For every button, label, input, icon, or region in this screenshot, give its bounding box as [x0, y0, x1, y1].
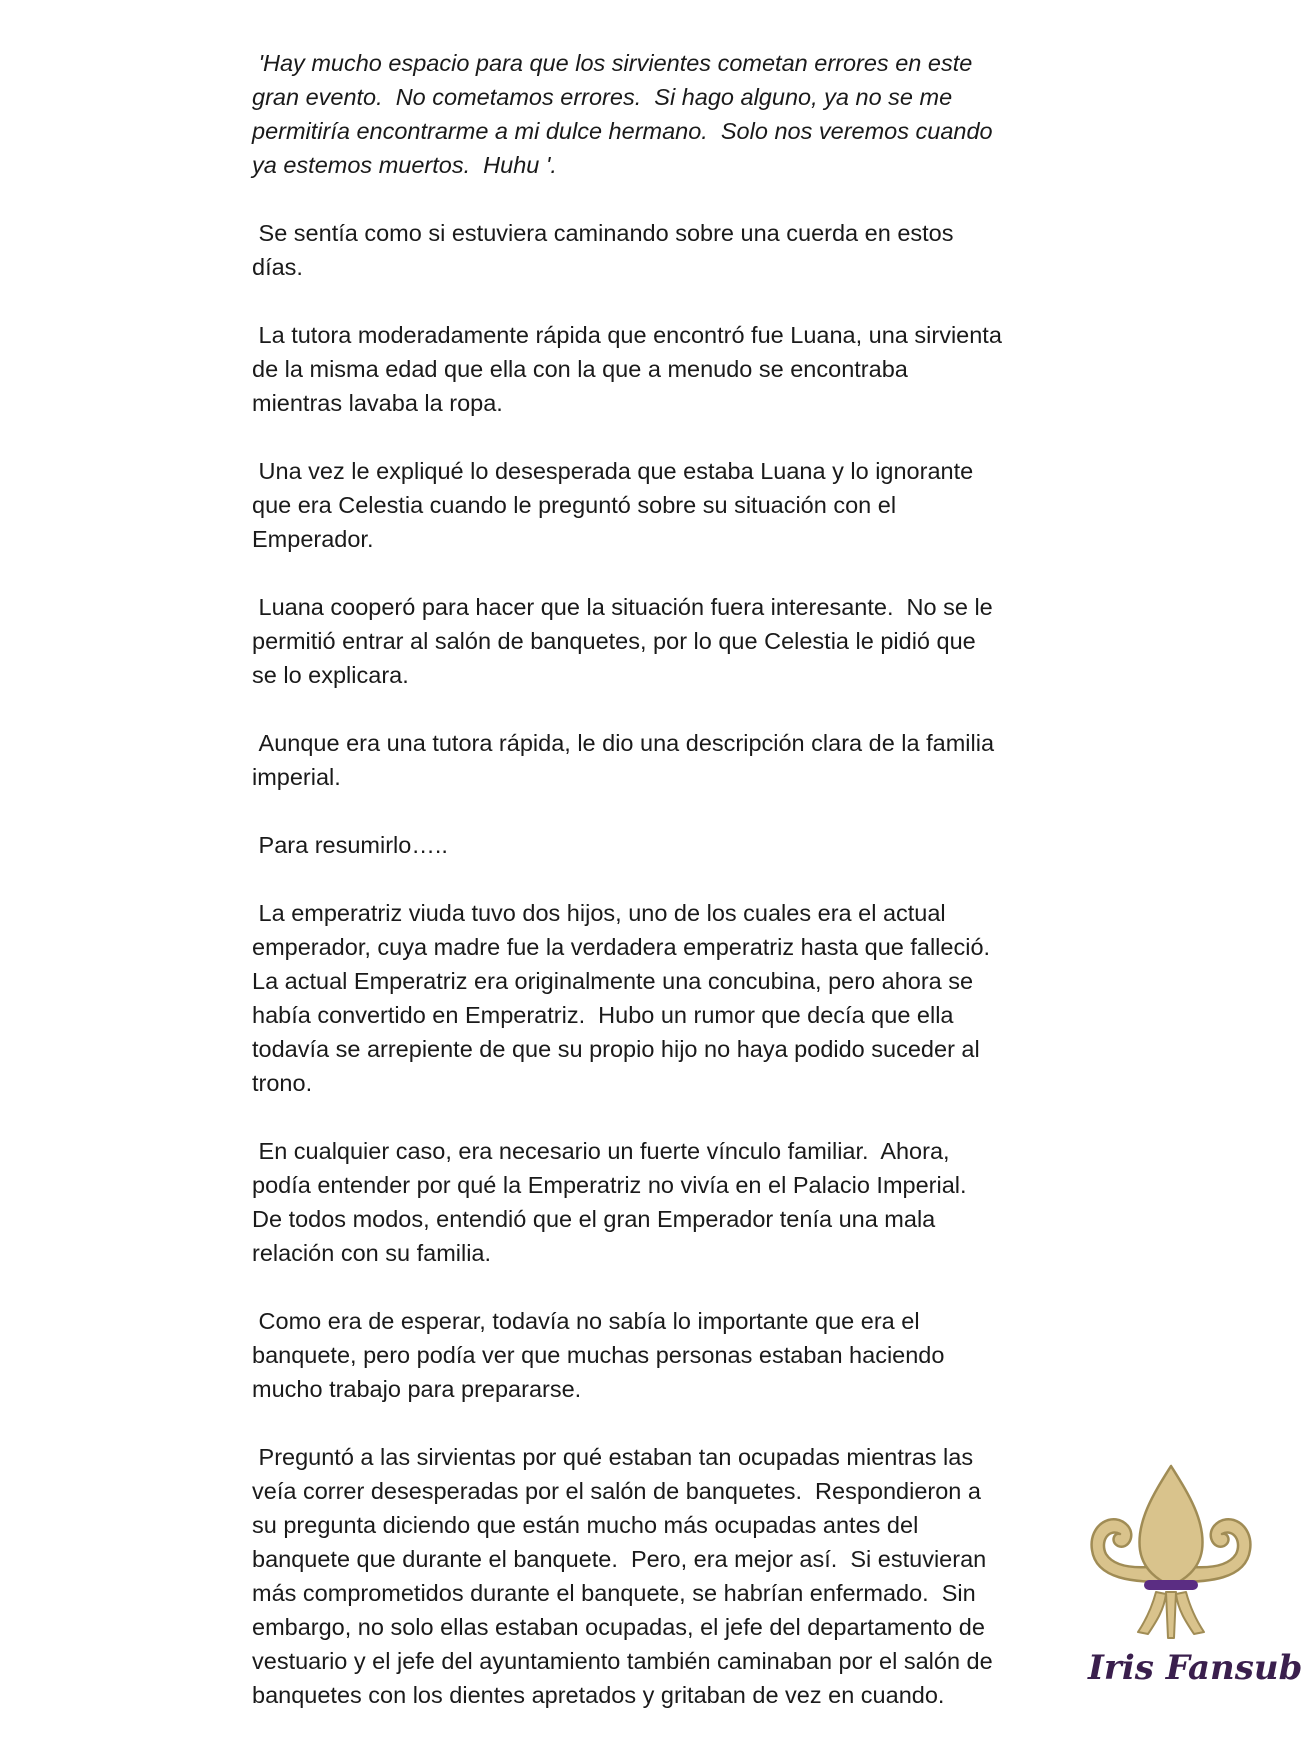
document-body — [252, 46, 1052, 1746]
watermark-text: Iris Fansub — [1088, 1648, 1302, 1688]
fleur-de-lis-icon — [1086, 1462, 1256, 1647]
paragraph-2: Se sentía como si estuviera caminando sobre una cuerda en estos días. — [252, 220, 954, 280]
paragraph-1: 'Hay mucho espacio para que los sirvientes cometan errores en este gran evento. No cometamos errores. Si hago alguno, ya no se me permitiría encontrarme a mi dulce hermano. Solo nos veremos cuando ya estemos muertos. Huhu '. — [252, 50, 993, 178]
paragraph-9: En cualquier caso, era necesario un fuerte vínculo familiar. Ahora, podía entender por qué la Emperatriz no vivía en el Palacio Imperial. De todos modos, entendió que el gran Emperador tenía una mala relación con su familia. — [252, 1138, 967, 1266]
paragraph-3: La tutora moderadamente rápida que encontró fue Luana, una sirvienta de la misma edad que ella con la que a menudo se encontraba mientras lavaba la ropa. — [252, 322, 1002, 416]
paragraph-10: Como era de esperar, todavía no sabía lo importante que era el banquete, pero podía ver que muchas personas estaban haciendo mucho trabajo para prepararse. — [252, 1308, 945, 1402]
paragraph-8: La emperatriz viuda tuvo dos hijos, uno de los cuales era el actual emperador, cuya madre fue la verdadera emperatriz hasta que falleció. La actual Emperatriz era originalmente una concubina, pero ahora se había convertido en Emperatriz. Hubo un rumor que decía que ella todavía se arrepiente de que su propio hijo no haya podido suceder al trono. — [252, 900, 991, 1096]
paragraph-11: Preguntó a las sirvientas por qué estaban tan ocupadas mientras las veía correr desesperadas por el salón de banquetes. Respondieron a su pregunta diciendo que están mucho más ocupadas antes del banquete que durante el banquete. Pero, era mejor así. Si estuvieran más comprometidos durante el banquete, se habrían enfermado. Sin embargo, no solo ellas estaban ocupadas, el jefe del departamento de vestuario y el jefe del ayuntamiento también caminaban por el salón de banquetes con los dientes apretados y gritaban de vez en cuando. — [252, 1444, 993, 1708]
paragraph-6: Aunque era una tutora rápida, le dio una descripción clara de la familia imperial. — [252, 730, 995, 790]
paragraph-5: Luana cooperó para hacer que la situación fuera interesante. No se le permitió entrar al salón de banquetes, por lo que Celestia le pidió que se lo explicara. — [252, 594, 993, 688]
paragraph-7: Para resumirlo….. — [252, 832, 448, 858]
paragraph-4: Una vez le expliqué lo desesperada que estaba Luana y lo ignorante que era Celestia cuando le preguntó sobre su situación con el Emperador. — [252, 458, 974, 552]
watermark-logo — [1070, 1462, 1302, 1702]
